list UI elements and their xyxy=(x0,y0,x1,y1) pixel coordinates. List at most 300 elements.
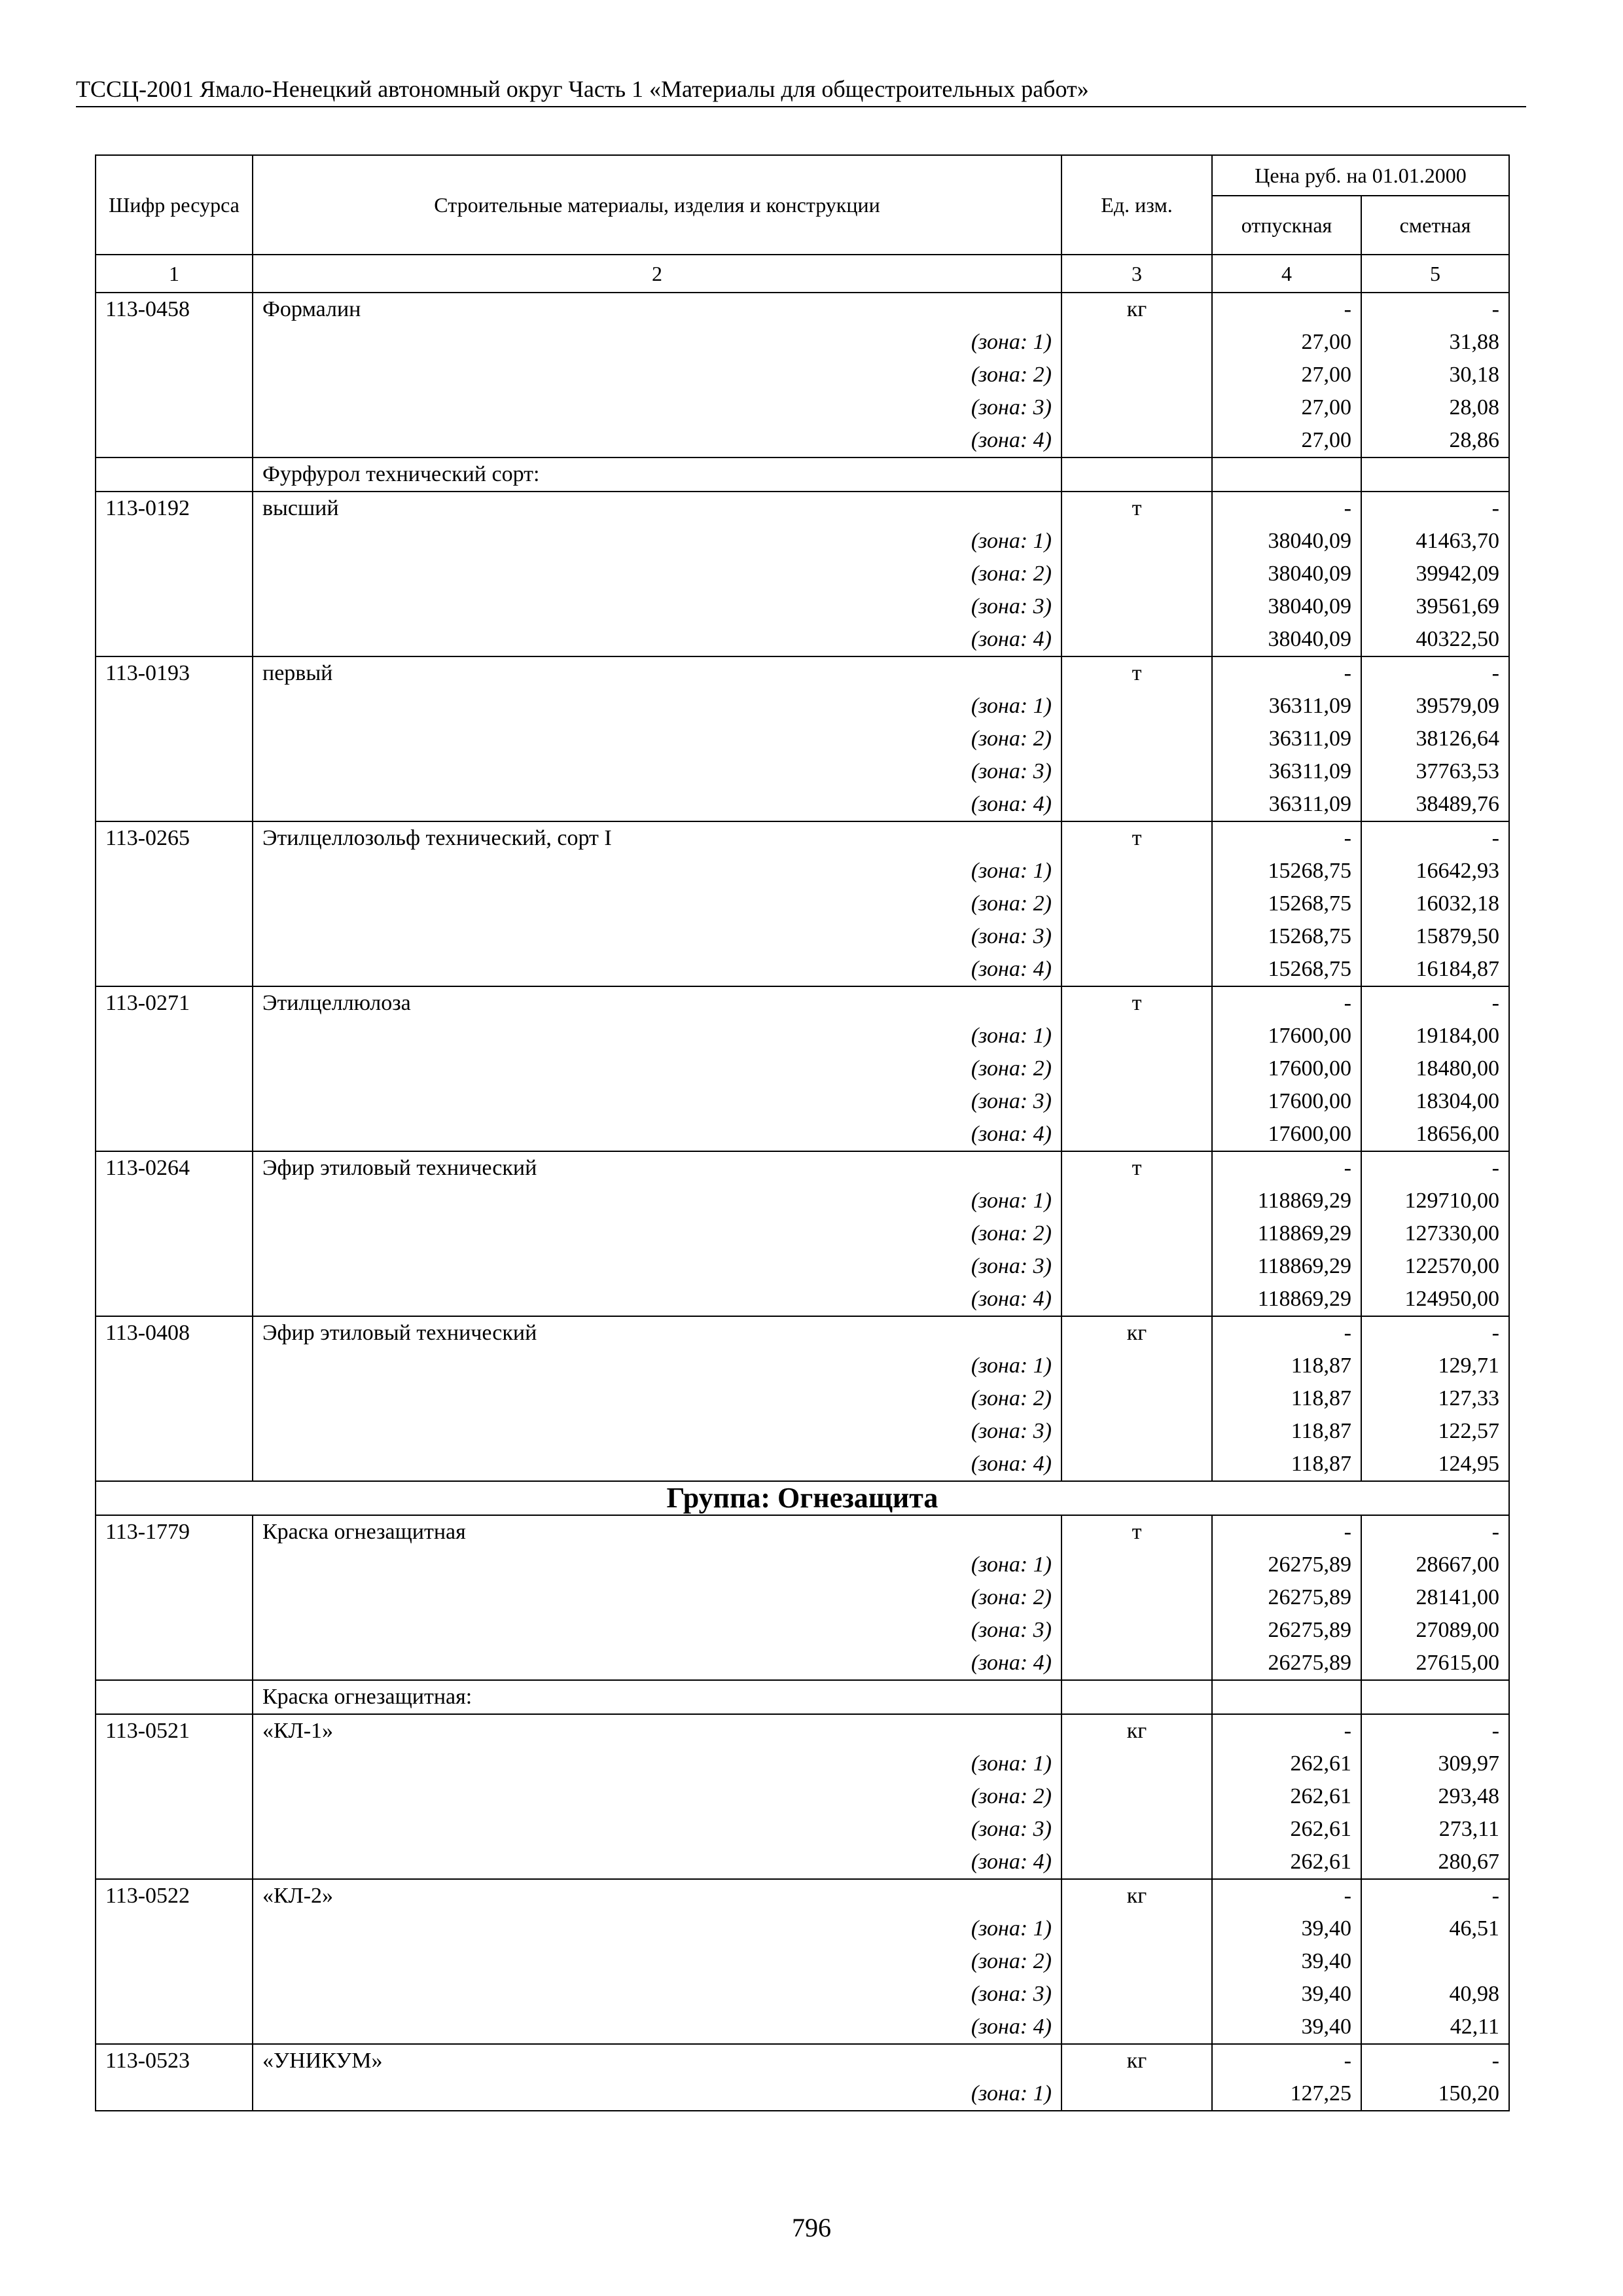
price-estimate: - xyxy=(1361,1879,1509,1912)
material-name: Краска огнезащитная xyxy=(253,1515,1061,1549)
price-estimate: 124950,00 xyxy=(1361,1283,1509,1316)
group-heading: Группа: Огнезащита xyxy=(96,1481,1509,1515)
price-estimate: 31,88 xyxy=(1361,326,1509,359)
unit xyxy=(1061,525,1212,558)
resource-code: 113-0192 xyxy=(96,492,253,525)
price-release: 36311,09 xyxy=(1212,788,1361,821)
unit: кг xyxy=(1061,293,1212,326)
zone-label: (зона: 2) xyxy=(253,888,1061,920)
zone-row xyxy=(96,1382,1509,1415)
zone-label: (зона: 1) xyxy=(253,525,1061,558)
item-row xyxy=(96,293,1509,326)
price-estimate: 18304,00 xyxy=(1361,1085,1509,1118)
price-release: 39,40 xyxy=(1212,2011,1361,2044)
unit xyxy=(1061,723,1212,755)
price-release: - xyxy=(1212,2044,1361,2077)
price-release: - xyxy=(1212,986,1361,1020)
unit xyxy=(1061,1020,1212,1052)
zone-row xyxy=(96,391,1509,424)
price-estimate: 293,48 xyxy=(1361,1780,1509,1813)
price-release: 36311,09 xyxy=(1212,723,1361,755)
price-estimate xyxy=(1361,457,1509,492)
zone-label: (зона: 1) xyxy=(253,1748,1061,1780)
price-release: 38040,09 xyxy=(1212,590,1361,623)
unit xyxy=(1061,424,1212,457)
zone-row xyxy=(96,690,1509,723)
price-release: 39,40 xyxy=(1212,1912,1361,1945)
resource-code xyxy=(96,359,253,391)
price-release: 36311,09 xyxy=(1212,755,1361,788)
price-release: 118869,29 xyxy=(1212,1283,1361,1316)
zone-label: (зона: 4) xyxy=(253,788,1061,821)
price-release: 26275,89 xyxy=(1212,1647,1361,1680)
price-estimate xyxy=(1361,1680,1509,1714)
zone-row xyxy=(96,1846,1509,1879)
unit xyxy=(1061,1283,1212,1316)
zone-row xyxy=(96,1813,1509,1846)
price-estimate: - xyxy=(1361,492,1509,525)
price-release: 15268,75 xyxy=(1212,953,1361,986)
price-release: 15268,75 xyxy=(1212,888,1361,920)
header-price-group: Цена руб. на 01.01.2000 xyxy=(1212,155,1509,196)
zone-label: (зона: 4) xyxy=(253,1448,1061,1481)
header-col-number: 1 xyxy=(96,255,253,293)
item-row xyxy=(96,492,1509,525)
subtitle-text: Краска огнезащитная: xyxy=(253,1680,1061,1714)
zone-label: (зона: 2) xyxy=(253,1382,1061,1415)
zone-label: (зона: 2) xyxy=(253,1217,1061,1250)
price-release: 118869,29 xyxy=(1212,1185,1361,1217)
zone-label: (зона: 1) xyxy=(253,1549,1061,1581)
unit xyxy=(1061,1185,1212,1217)
running-header: ТССЦ-2001 Ямало-Ненецкий автономный округ Часть 1 «Материалы для общестроительных работ» xyxy=(76,76,1089,102)
resource-code xyxy=(96,953,253,986)
price-estimate: 19184,00 xyxy=(1361,1020,1509,1052)
resource-code xyxy=(96,590,253,623)
zone-row xyxy=(96,723,1509,755)
unit xyxy=(1061,1581,1212,1614)
unit xyxy=(1061,558,1212,590)
unit xyxy=(1061,1549,1212,1581)
zone-label: (зона: 2) xyxy=(253,1581,1061,1614)
unit xyxy=(1061,855,1212,888)
resource-code xyxy=(96,788,253,821)
price-release: 27,00 xyxy=(1212,424,1361,457)
zone-label: (зона: 1) xyxy=(253,1912,1061,1945)
price-release: 38040,09 xyxy=(1212,623,1361,656)
price-release: - xyxy=(1212,1316,1361,1350)
zone-label: (зона: 3) xyxy=(253,1813,1061,1846)
zone-row xyxy=(96,953,1509,986)
zone-row xyxy=(96,1415,1509,1448)
unit: т xyxy=(1061,821,1212,855)
zone-row xyxy=(96,2011,1509,2044)
resource-code xyxy=(96,2077,253,2111)
price-estimate: 150,20 xyxy=(1361,2077,1509,2111)
resource-code xyxy=(96,391,253,424)
header-rule xyxy=(76,106,1526,107)
group-heading-row xyxy=(96,1481,1509,1515)
item-row xyxy=(96,1879,1509,1912)
price-release: - xyxy=(1212,656,1361,690)
price-estimate: - xyxy=(1361,656,1509,690)
resource-code xyxy=(96,920,253,953)
price-release: 39,40 xyxy=(1212,1945,1361,1978)
unit xyxy=(1061,623,1212,656)
zone-label: (зона: 4) xyxy=(253,953,1061,986)
price-estimate: 39942,09 xyxy=(1361,558,1509,590)
resource-code xyxy=(96,2011,253,2044)
zone-label: (зона: 1) xyxy=(253,690,1061,723)
resource-code xyxy=(96,1020,253,1052)
zone-row xyxy=(96,788,1509,821)
unit: т xyxy=(1061,1151,1212,1185)
price-estimate: 27089,00 xyxy=(1361,1614,1509,1647)
resource-code: 113-1779 xyxy=(96,1515,253,1549)
zone-row xyxy=(96,1647,1509,1680)
unit xyxy=(1061,920,1212,953)
resource-code xyxy=(96,424,253,457)
unit: кг xyxy=(1061,1879,1212,1912)
unit xyxy=(1061,1813,1212,1846)
item-row xyxy=(96,2044,1509,2077)
zone-row xyxy=(96,1945,1509,1978)
price-release: 262,61 xyxy=(1212,1748,1361,1780)
resource-code: 113-0521 xyxy=(96,1714,253,1748)
zone-label: (зона: 2) xyxy=(253,723,1061,755)
zone-label: (зона: 3) xyxy=(253,755,1061,788)
header-col-number: 5 xyxy=(1361,255,1509,293)
price-release: 17600,00 xyxy=(1212,1085,1361,1118)
resource-code xyxy=(96,558,253,590)
price-estimate: 28141,00 xyxy=(1361,1581,1509,1614)
price-release: 262,61 xyxy=(1212,1846,1361,1879)
resource-code xyxy=(96,1549,253,1581)
zone-label: (зона: 4) xyxy=(253,1647,1061,1680)
material-name: «КЛ-2» xyxy=(253,1879,1061,1912)
resource-code xyxy=(96,1448,253,1481)
zone-label: (зона: 1) xyxy=(253,1185,1061,1217)
resource-code xyxy=(96,1912,253,1945)
price-estimate: - xyxy=(1361,1316,1509,1350)
zone-row xyxy=(96,558,1509,590)
material-name: Эфир этиловый технический xyxy=(253,1316,1061,1350)
resource-code xyxy=(96,457,253,492)
zone-row xyxy=(96,525,1509,558)
zone-row xyxy=(96,424,1509,457)
price-release: 38040,09 xyxy=(1212,558,1361,590)
zone-row xyxy=(96,1581,1509,1614)
price-release: 118,87 xyxy=(1212,1350,1361,1382)
unit xyxy=(1061,1382,1212,1415)
zone-label: (зона: 3) xyxy=(253,1978,1061,2011)
resource-code xyxy=(96,1415,253,1448)
price-estimate: - xyxy=(1361,1714,1509,1748)
unit xyxy=(1061,359,1212,391)
unit xyxy=(1061,457,1212,492)
material-name: первый xyxy=(253,656,1061,690)
zone-row xyxy=(96,326,1509,359)
zone-row xyxy=(96,855,1509,888)
zone-row xyxy=(96,1350,1509,1382)
unit xyxy=(1061,1052,1212,1085)
price-release: 118869,29 xyxy=(1212,1250,1361,1283)
price-release: 38040,09 xyxy=(1212,525,1361,558)
price-table xyxy=(95,154,1510,2111)
zone-row xyxy=(96,1780,1509,1813)
price-estimate: - xyxy=(1361,1151,1509,1185)
price-release: 118869,29 xyxy=(1212,1217,1361,1250)
price-release: 26275,89 xyxy=(1212,1614,1361,1647)
price-release: - xyxy=(1212,1515,1361,1549)
zone-row xyxy=(96,1085,1509,1118)
unit xyxy=(1061,1846,1212,1879)
zone-row xyxy=(96,1448,1509,1481)
resource-code xyxy=(96,1118,253,1151)
zone-row xyxy=(96,623,1509,656)
resource-code: 113-0523 xyxy=(96,2044,253,2077)
price-release: 262,61 xyxy=(1212,1780,1361,1813)
zone-row xyxy=(96,590,1509,623)
unit xyxy=(1061,326,1212,359)
zone-row xyxy=(96,1020,1509,1052)
unit: кг xyxy=(1061,1714,1212,1748)
price-estimate: 309,97 xyxy=(1361,1748,1509,1780)
unit: т xyxy=(1061,986,1212,1020)
material-name: Формалин xyxy=(253,293,1061,326)
zone-label: (зона: 2) xyxy=(253,558,1061,590)
unit: кг xyxy=(1061,2044,1212,2077)
price-estimate: - xyxy=(1361,293,1509,326)
header-unit: Ед. изм. xyxy=(1061,155,1212,255)
price-estimate: - xyxy=(1361,821,1509,855)
price-release: 27,00 xyxy=(1212,359,1361,391)
item-row xyxy=(96,1515,1509,1549)
price-release: 17600,00 xyxy=(1212,1118,1361,1151)
zone-row xyxy=(96,1912,1509,1945)
header-price-estimate: сметная xyxy=(1361,196,1509,255)
zone-label: (зона: 2) xyxy=(253,1945,1061,1978)
unit xyxy=(1061,1978,1212,2011)
price-estimate: 129710,00 xyxy=(1361,1185,1509,1217)
zone-row xyxy=(96,1250,1509,1283)
page-number: 796 xyxy=(792,2213,831,2242)
material-name: Этилцеллозольф технический, сорт I xyxy=(253,821,1061,855)
item-row xyxy=(96,1151,1509,1185)
resource-code xyxy=(96,1085,253,1118)
resource-code xyxy=(96,1350,253,1382)
price-release: 27,00 xyxy=(1212,391,1361,424)
unit xyxy=(1061,1350,1212,1382)
price-estimate xyxy=(1361,1945,1509,1978)
header-code: Шифр ресурса xyxy=(96,155,253,255)
zone-label: (зона: 4) xyxy=(253,1118,1061,1151)
table-body xyxy=(96,293,1509,2111)
unit xyxy=(1061,755,1212,788)
resource-code xyxy=(96,1052,253,1085)
zone-label: (зона: 3) xyxy=(253,1614,1061,1647)
resource-code xyxy=(96,623,253,656)
price-estimate: - xyxy=(1361,1515,1509,1549)
resource-code: 113-0271 xyxy=(96,986,253,1020)
zone-row xyxy=(96,1748,1509,1780)
price-release: - xyxy=(1212,293,1361,326)
item-row xyxy=(96,1714,1509,1748)
subtitle-row xyxy=(96,457,1509,492)
header-col-number: 2 xyxy=(253,255,1061,293)
resource-code xyxy=(96,1680,253,1714)
zone-row xyxy=(96,1978,1509,2011)
zone-label: (зона: 1) xyxy=(253,2077,1061,2111)
price-release: - xyxy=(1212,1879,1361,1912)
unit xyxy=(1061,1780,1212,1813)
price-estimate: 38489,76 xyxy=(1361,788,1509,821)
resource-code xyxy=(96,1185,253,1217)
price-estimate: 18656,00 xyxy=(1361,1118,1509,1151)
zone-row xyxy=(96,755,1509,788)
unit xyxy=(1061,2077,1212,2111)
item-row xyxy=(96,821,1509,855)
resource-code xyxy=(96,1382,253,1415)
resource-code xyxy=(96,1978,253,2011)
resource-code xyxy=(96,1846,253,1879)
unit xyxy=(1061,2011,1212,2044)
zone-row xyxy=(96,888,1509,920)
resource-code: 113-0408 xyxy=(96,1316,253,1350)
unit xyxy=(1061,1614,1212,1647)
unit xyxy=(1061,1647,1212,1680)
resource-code: 113-0193 xyxy=(96,656,253,690)
price-release: - xyxy=(1212,821,1361,855)
price-release: - xyxy=(1212,1151,1361,1185)
price-estimate: 39561,69 xyxy=(1361,590,1509,623)
unit xyxy=(1061,1250,1212,1283)
zone-label: (зона: 2) xyxy=(253,1780,1061,1813)
zone-row xyxy=(96,359,1509,391)
unit xyxy=(1061,788,1212,821)
price-estimate: - xyxy=(1361,986,1509,1020)
price-estimate: 127330,00 xyxy=(1361,1217,1509,1250)
price-estimate: 41463,70 xyxy=(1361,525,1509,558)
price-estimate: 28,86 xyxy=(1361,424,1509,457)
zone-row xyxy=(96,2077,1509,2111)
resource-code xyxy=(96,1217,253,1250)
resource-code xyxy=(96,855,253,888)
header-col-number: 3 xyxy=(1061,255,1212,293)
unit xyxy=(1061,1415,1212,1448)
price-release: - xyxy=(1212,1714,1361,1748)
price-release: 36311,09 xyxy=(1212,690,1361,723)
material-name: Эфир этиловый технический xyxy=(253,1151,1061,1185)
unit xyxy=(1061,1085,1212,1118)
price-estimate: 273,11 xyxy=(1361,1813,1509,1846)
price-estimate: 280,67 xyxy=(1361,1846,1509,1879)
price-release: - xyxy=(1212,492,1361,525)
price-estimate: 122570,00 xyxy=(1361,1250,1509,1283)
zone-row xyxy=(96,920,1509,953)
unit: т xyxy=(1061,1515,1212,1549)
subtitle-row xyxy=(96,1680,1509,1714)
price-estimate: 42,11 xyxy=(1361,2011,1509,2044)
unit: т xyxy=(1061,492,1212,525)
zone-row xyxy=(96,1185,1509,1217)
resource-code: 113-0522 xyxy=(96,1879,253,1912)
material-name: «УНИКУМ» xyxy=(253,2044,1061,2077)
zone-row xyxy=(96,1052,1509,1085)
price-release: 26275,89 xyxy=(1212,1581,1361,1614)
unit xyxy=(1061,1217,1212,1250)
zone-label: (зона: 4) xyxy=(253,424,1061,457)
zone-label: (зона: 3) xyxy=(253,920,1061,953)
unit xyxy=(1061,1448,1212,1481)
zone-label: (зона: 4) xyxy=(253,2011,1061,2044)
zone-row xyxy=(96,1283,1509,1316)
resource-code xyxy=(96,1250,253,1283)
zone-label: (зона: 3) xyxy=(253,1415,1061,1448)
price-release: 118,87 xyxy=(1212,1448,1361,1481)
price-release xyxy=(1212,457,1361,492)
unit xyxy=(1061,1680,1212,1714)
price-estimate: 16642,93 xyxy=(1361,855,1509,888)
item-row xyxy=(96,986,1509,1020)
unit xyxy=(1061,1912,1212,1945)
resource-code xyxy=(96,525,253,558)
resource-code xyxy=(96,1945,253,1978)
zone-label: (зона: 4) xyxy=(253,1283,1061,1316)
price-estimate: 18480,00 xyxy=(1361,1052,1509,1085)
header-col-number: 4 xyxy=(1212,255,1361,293)
zone-label: (зона: 3) xyxy=(253,590,1061,623)
price-release: 118,87 xyxy=(1212,1382,1361,1415)
zone-row xyxy=(96,1217,1509,1250)
resource-code: 113-0264 xyxy=(96,1151,253,1185)
unit xyxy=(1061,391,1212,424)
price-release: 39,40 xyxy=(1212,1978,1361,2011)
zone-label: (зона: 3) xyxy=(253,1085,1061,1118)
zone-label: (зона: 1) xyxy=(253,1350,1061,1382)
material-name: «КЛ-1» xyxy=(253,1714,1061,1748)
unit xyxy=(1061,590,1212,623)
resource-code: 113-0265 xyxy=(96,821,253,855)
price-estimate: 39579,09 xyxy=(1361,690,1509,723)
resource-code xyxy=(96,888,253,920)
price-estimate: 15879,50 xyxy=(1361,920,1509,953)
price-release: 262,61 xyxy=(1212,1813,1361,1846)
price-release: 27,00 xyxy=(1212,326,1361,359)
price-estimate: 40322,50 xyxy=(1361,623,1509,656)
item-row xyxy=(96,1316,1509,1350)
price-estimate: 28,08 xyxy=(1361,391,1509,424)
unit xyxy=(1061,1118,1212,1151)
price-estimate: 122,57 xyxy=(1361,1415,1509,1448)
zone-label: (зона: 2) xyxy=(253,1052,1061,1085)
price-estimate: 46,51 xyxy=(1361,1912,1509,1945)
unit xyxy=(1061,888,1212,920)
price-estimate: 124,95 xyxy=(1361,1448,1509,1481)
zone-label: (зона: 4) xyxy=(253,623,1061,656)
zone-label: (зона: 1) xyxy=(253,1020,1061,1052)
unit xyxy=(1061,1748,1212,1780)
unit: кг xyxy=(1061,1316,1212,1350)
price-estimate: 127,33 xyxy=(1361,1382,1509,1415)
price-release: 17600,00 xyxy=(1212,1020,1361,1052)
material-name: высший xyxy=(253,492,1061,525)
zone-label: (зона: 3) xyxy=(253,391,1061,424)
price-release: 127,25 xyxy=(1212,2077,1361,2111)
resource-code xyxy=(96,690,253,723)
resource-code xyxy=(96,1813,253,1846)
resource-code xyxy=(96,1283,253,1316)
